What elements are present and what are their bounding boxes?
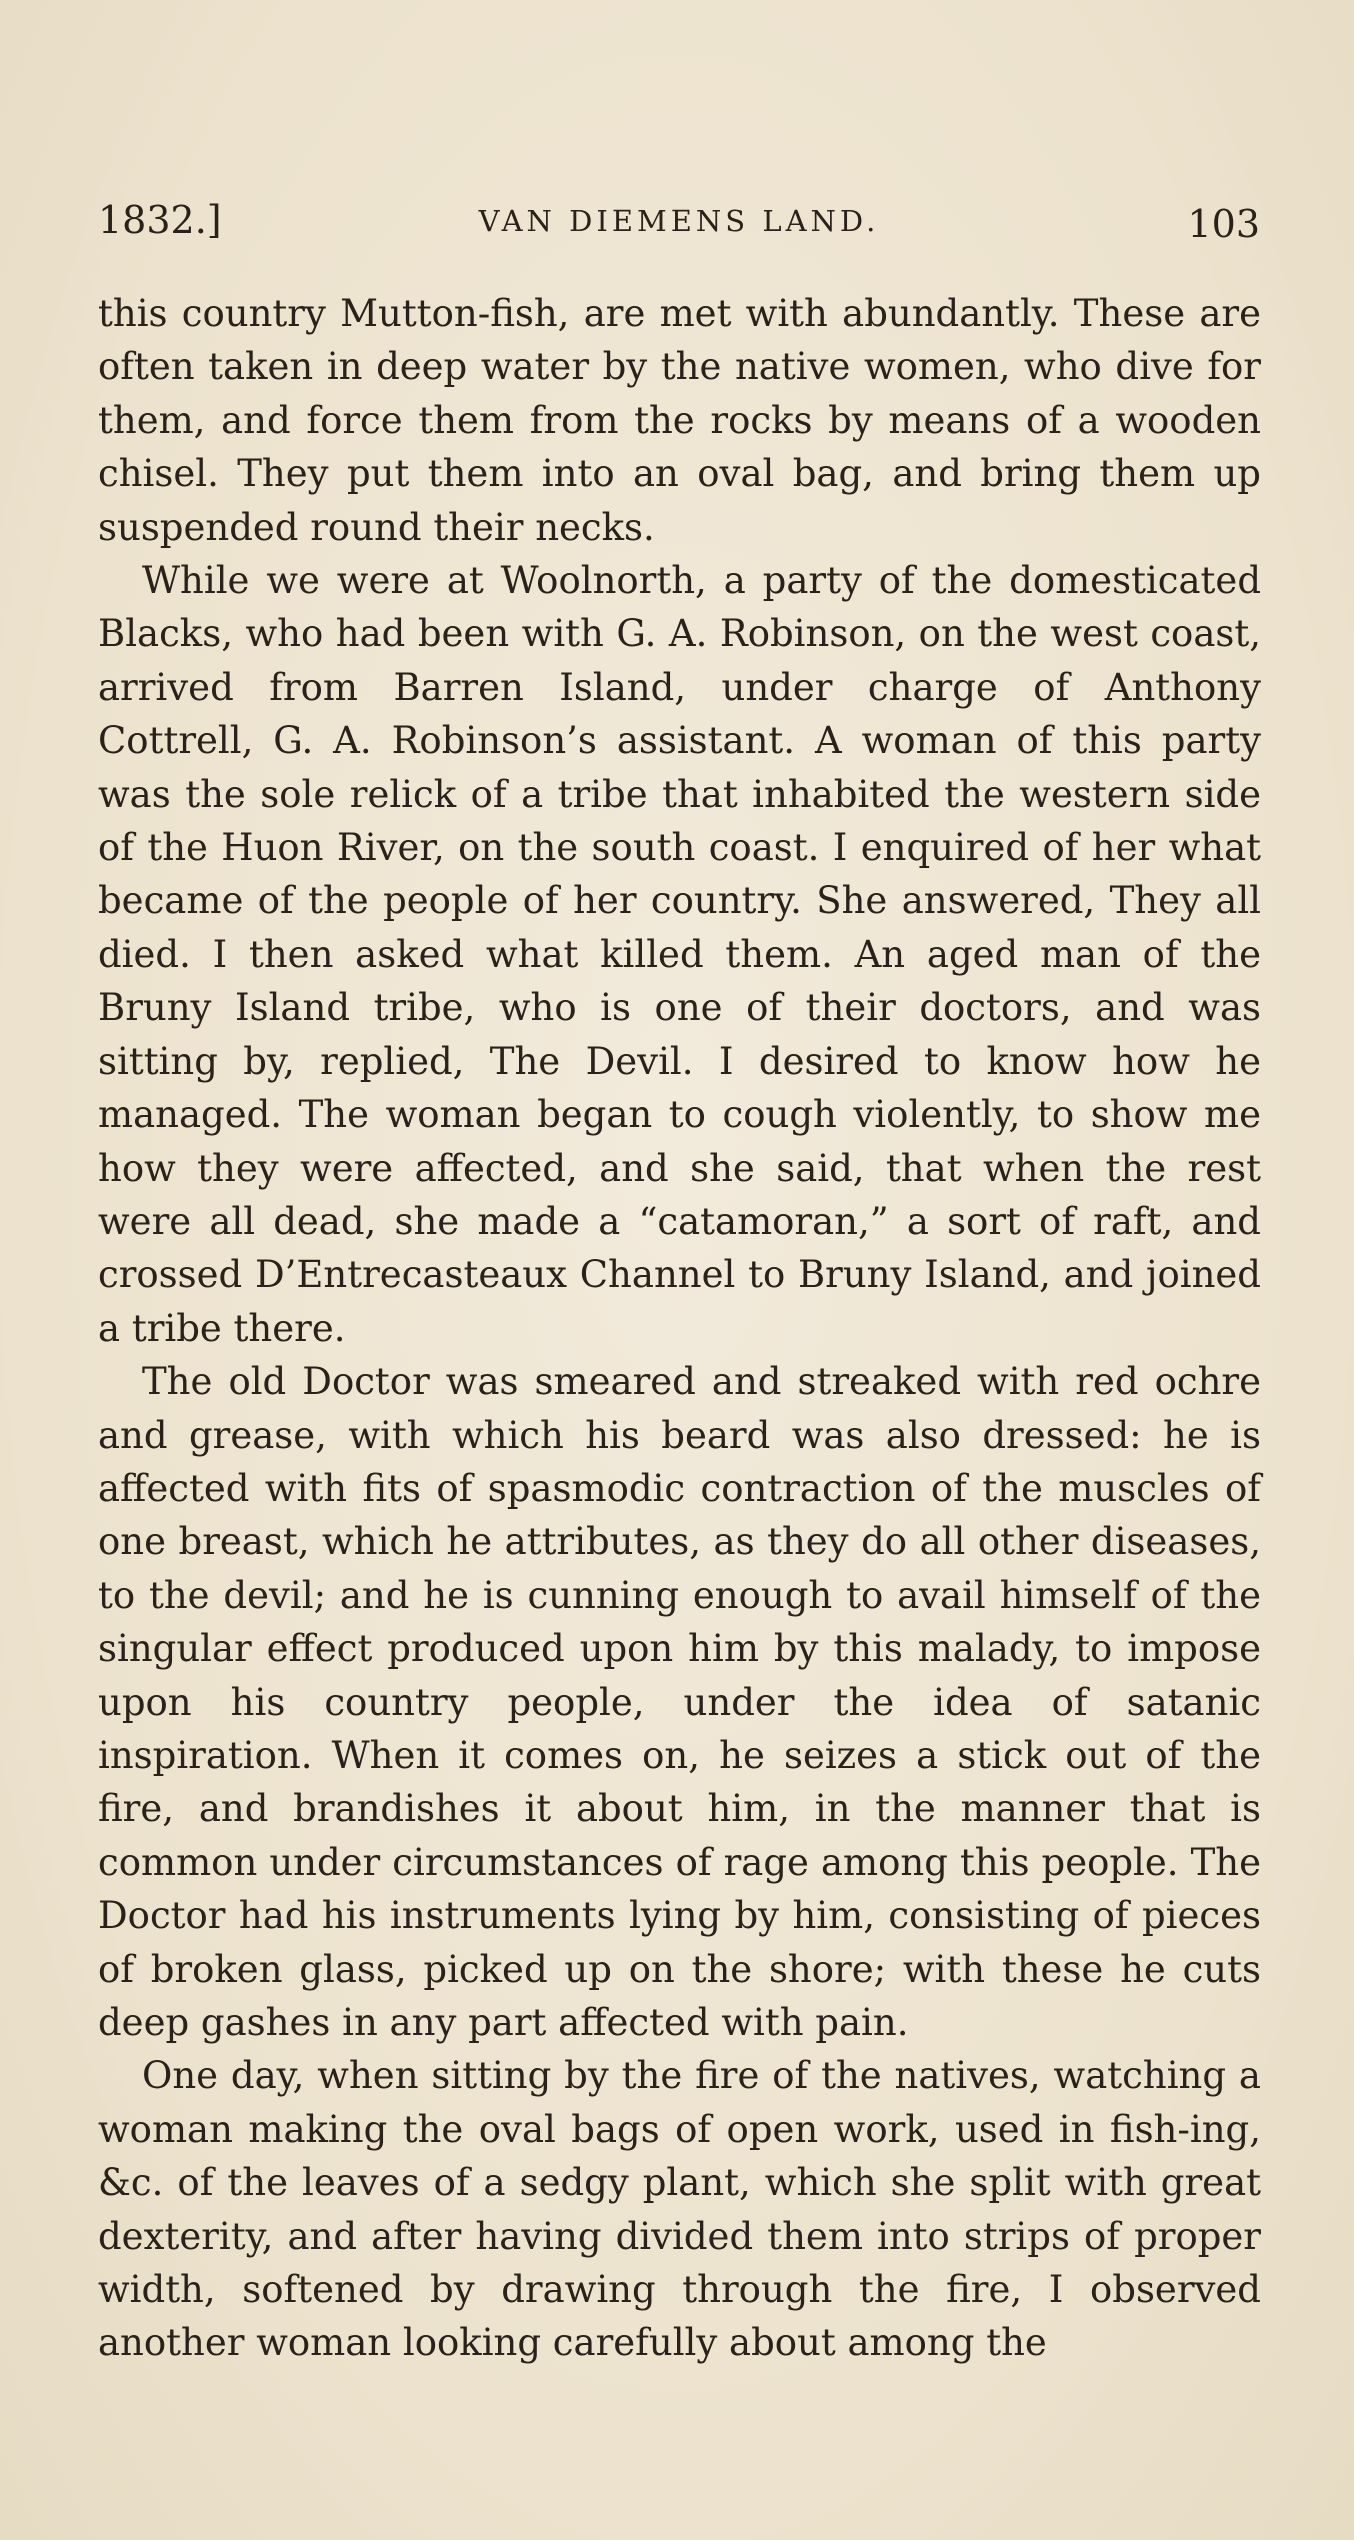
paragraph: One day, when sitting by the fire of the natives, watching a woman making the oval bags of open work, used in fish-ing, &c. of the leaves of a sedgy plant, which she split with great dexterity, and after having divided them into strips of proper width, softened by drawing through the fire, I observed another woman looking carefully about among the [98, 2054, 1261, 2365]
running-head-year: 1832.] [98, 198, 222, 242]
paragraph: While we were at Woolnorth, a party of the domesticated Blacks, who had been with G. A. Robinson, on the west coast, arrived from Barren Island, under charge of Anthony Cottrell, G. A. Robinson’s assistant. A woman of this party was the sole relick of a tribe that inhabited the western side of the Huon River, on the south coast. I enquired of her what became of the people of her country. She answered, They all died. I then asked what killed them. An aged man of the Bruny Island tribe, who is one of their doctors, and was sitting by, replied, The Devil. I desired to know how he managed. The woman began to cough violently, to show me how they were affected, and she said, that when the rest were all dead, she made a “catamoran,” a sort of raft, and crossed D’Entrecasteaux Channel to Bruny Island, and joined a tribe there. [98, 559, 1261, 1350]
running-head-title: VAN DIEMENS LAND. [478, 204, 880, 238]
page-number: 103 [1187, 202, 1260, 246]
paragraph: The old Doctor was smeared and streaked with red ochre and grease, with which his beard was also dressed: he is affected with fits of spasmodic contraction of the muscles of one breast, which he attributes, as they do all other diseases, to the devil; and he is cunning enough to avail himself of the singular effect produced upon him by this malady, to impose upon his country people, under the idea of satanic inspiration. When it comes on, he seizes a stick out of the fire, and brandishes it about him, in the manner that is common under circumstances of rage among this people. The Doctor had his instruments lying by him, consisting of pieces of broken glass, picked up on the shore; with these he cuts deep gashes in any part affected with pain. [98, 1360, 1261, 2044]
paragraph-continued: this country Mutton-fish, are met with abundantly. These are often taken in deep water by the native women, who dive for them, and force them from the rocks by means of a wooden chisel. They put them into an oval bag, and bring them up suspended round their necks. [98, 292, 1261, 549]
body-text [98, 287, 1261, 2370]
running-head [98, 198, 1260, 258]
